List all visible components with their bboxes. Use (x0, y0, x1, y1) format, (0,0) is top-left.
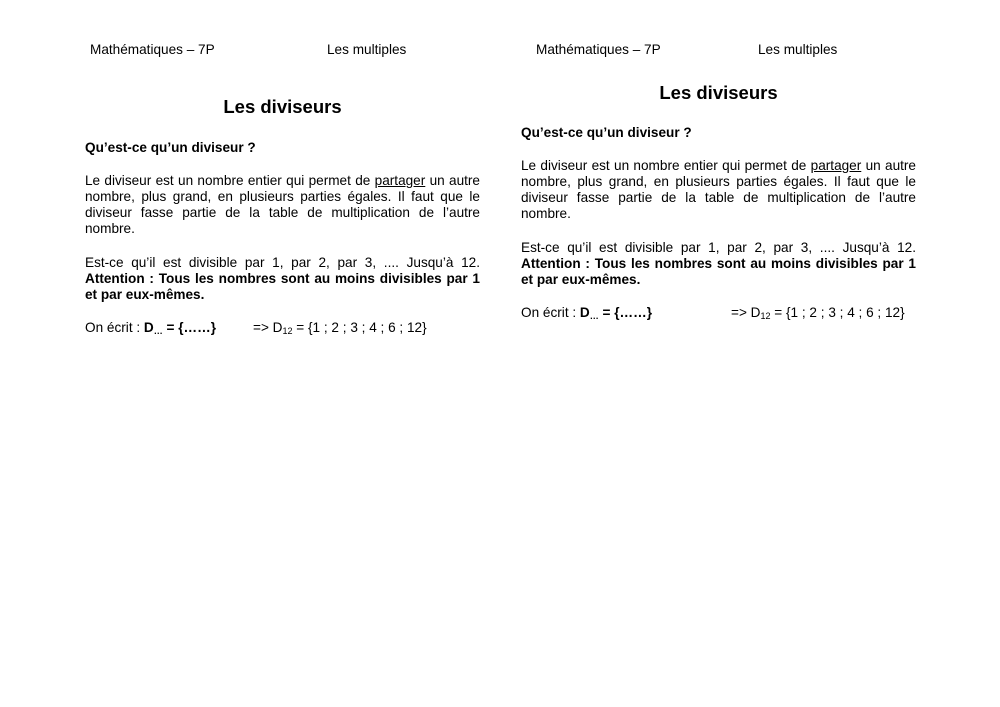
page-title: Les diviseurs (223, 96, 342, 117)
notation-line (85, 320, 480, 336)
notation-example (253, 320, 427, 336)
definition-paragraph (85, 173, 480, 237)
divisible-text: Est-ce qu’il est divisible par 1, par 2, par 3, .... Jusqu’à 12. (521, 240, 916, 255)
definition-text-start: Le diviseur est un nombre entier qui permet de (521, 158, 811, 173)
notation-prefix: On écrit : (521, 305, 580, 320)
notation-line (521, 305, 916, 321)
notation-d: D (579, 305, 590, 320)
header-topic: Les multiples (758, 42, 838, 57)
header-subject: Mathématiques – 7P (90, 42, 215, 57)
definition-paragraph (521, 158, 916, 222)
attention-text: Attention : Tous les nombres sont au moins divisibles par 1 et par eux-mêmes. (521, 256, 916, 287)
header-subject: Mathématiques – 7P (536, 42, 661, 57)
section-question: Qu’est-ce qu’un diviseur ? (521, 125, 692, 140)
section-question: Qu’est-ce qu’un diviseur ? (85, 140, 256, 155)
definition-text-end: un autre nombre, plus grand, en plusieurs parties égales. Il faut que le diviseur fasse partie de la table de multiplication de l’autre nombre. (85, 173, 480, 236)
notation-d-subscript: … (153, 326, 163, 336)
example-set: = {1 ; 2 ; 3 ; 4 ; 6 ; 12} (292, 320, 427, 335)
example-prefix: => D (253, 320, 283, 335)
notation-set: = {……} (162, 320, 217, 335)
notation-example (731, 305, 905, 321)
notation-d-subscript: … (589, 311, 599, 321)
definition-underlined-word: partager (374, 173, 426, 188)
example-subscript: 12 (282, 326, 293, 336)
page-title: Les diviseurs (659, 82, 778, 103)
notation-prefix: On écrit : (85, 320, 144, 335)
attention-text: Attention : Tous les nombres sont au moins divisibles par 1 et par eux-mêmes. (85, 271, 480, 302)
definition-underlined-word: partager (810, 158, 862, 173)
example-subscript: 12 (760, 311, 771, 321)
divisible-paragraph (85, 255, 480, 303)
definition-text-end: un autre nombre, plus grand, en plusieurs parties égales. Il faut que le diviseur fasse partie de la table de multiplication de l’autre nombre. (521, 158, 916, 221)
notation-d: D (143, 320, 154, 335)
example-prefix: => D (731, 305, 761, 320)
header-topic: Les multiples (327, 42, 407, 57)
notation-set: = {……} (598, 305, 653, 320)
divisible-paragraph (521, 240, 916, 288)
divisible-text: Est-ce qu’il est divisible par 1, par 2, par 3, .... Jusqu’à 12. (85, 255, 480, 270)
definition-text-start: Le diviseur est un nombre entier qui permet de (85, 173, 375, 188)
example-set: = {1 ; 2 ; 3 ; 4 ; 6 ; 12} (770, 305, 905, 320)
